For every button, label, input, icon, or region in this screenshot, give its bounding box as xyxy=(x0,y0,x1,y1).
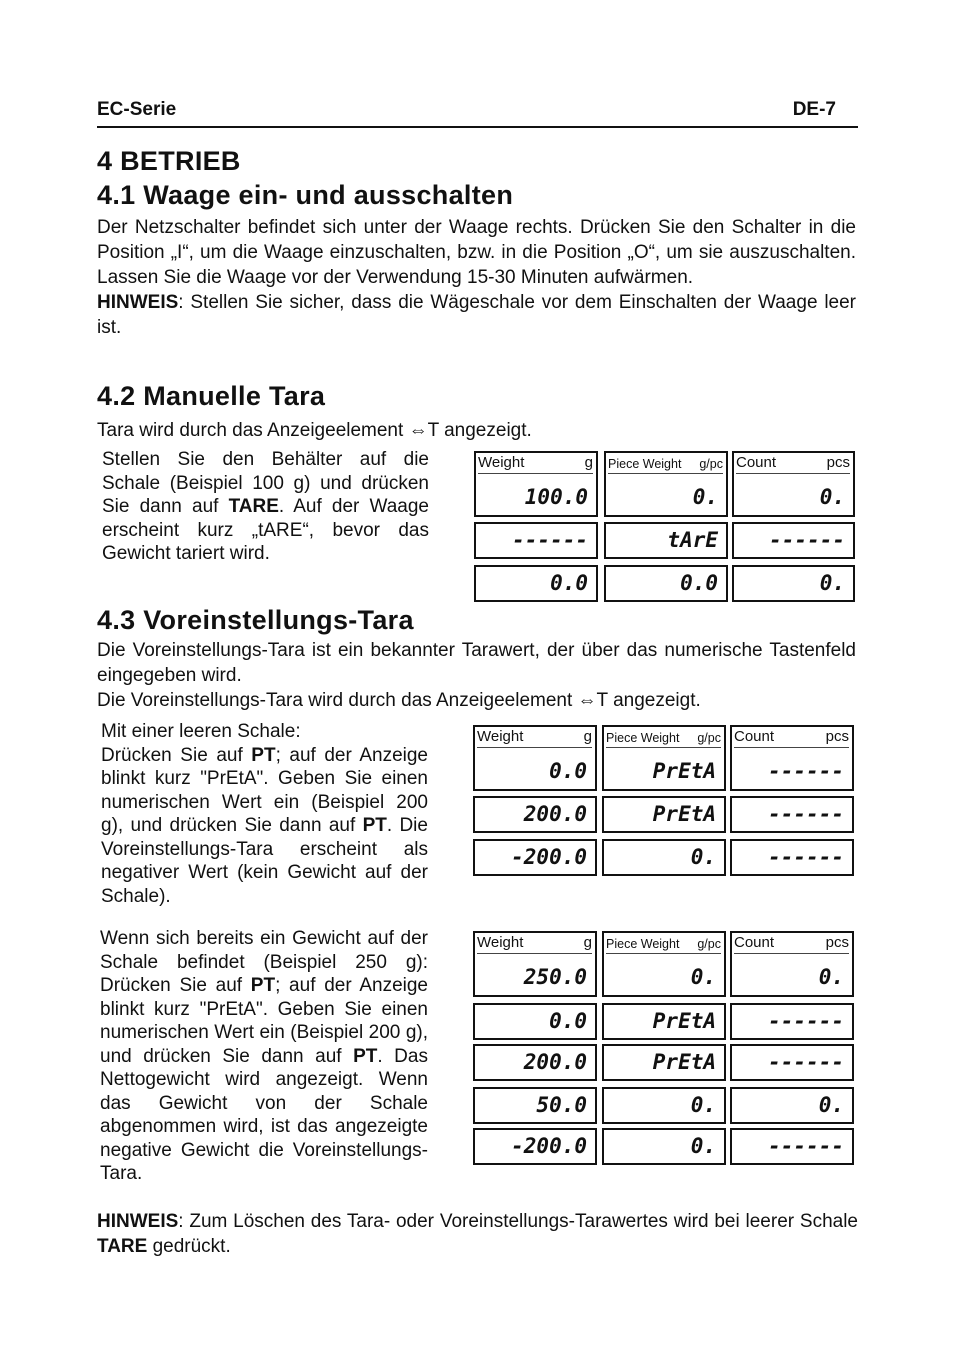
display-piece-r1: Piece Weight g/pc 0. xyxy=(604,451,728,517)
display-count-r4: 0. xyxy=(730,1087,854,1124)
display-piece-r2: tArE xyxy=(604,522,728,559)
section-4-2-title: 4.2 Manuelle Tara xyxy=(97,381,326,411)
display-piece-r5: 0. xyxy=(602,1128,726,1165)
display-weight-r2: 0.0 xyxy=(473,1003,597,1040)
display-weight-r1: Weight g 250.0 xyxy=(473,931,597,997)
display-count-r1: Count pcs 0. xyxy=(732,451,855,517)
tare-indicator-icon: ⇔T xyxy=(577,690,608,711)
display-weight-r3: 200.0 xyxy=(473,1044,597,1081)
header-rule xyxy=(97,126,858,128)
header-series: EC-Serie xyxy=(97,99,177,120)
header-page-number: DE-7 xyxy=(792,99,836,120)
tare-indicator-icon: ⇔T xyxy=(408,420,439,441)
display-count-r3: 0. xyxy=(732,565,855,602)
display-piece-r2: PrEtA xyxy=(602,796,726,833)
display-weight-r1: Weight g 0.0 xyxy=(473,725,597,791)
display-piece-r1: Piece Weight g/pc 0. xyxy=(602,931,726,997)
display-piece-r3: 0.0 xyxy=(604,565,728,602)
section-4-1-title: 4.1 Waage ein- und ausschalten xyxy=(97,180,514,210)
display-count-r1: Count pcs ------ xyxy=(730,725,854,791)
display-weight-r2: 200.0 xyxy=(473,796,597,833)
display-piece-r3: 0. xyxy=(602,839,726,876)
display-weight-r3: -200.0 xyxy=(473,839,597,876)
section-4-3-text: Die Voreinstellungs-Tara ist ein bekannter Tarawert, der über das numerische Tastenfeld eingegeben wird. Die Voreinstellungs-Tara wird durch das Anzeigeelement ⇔T angezeigt. xyxy=(97,640,856,711)
section-4-3-block-loaded: Wenn sich bereits ein Gewicht auf der Schale befindet (Beispiel 250 g): Drücken Sie auf PT; auf der Anzeige blinkt kurz "PrEtA". Geben Sie einen numerischen Wert ein (Beispiel 200 g), und drücken Sie dann auf PT. Das Nettogewicht wird angezeigt. Wenn das Gewicht von der Schale abgenommen wird, ist das angezeigte negative Gewicht die Voreinstellungs-Tara. xyxy=(100,928,428,1184)
display-count-r3: ------ xyxy=(730,1044,854,1081)
display-piece-r2: PrEtA xyxy=(602,1003,726,1040)
display-count-r2: ------ xyxy=(730,1003,854,1040)
display-count-r2: ------ xyxy=(732,522,855,559)
display-weight-r3: 0.0 xyxy=(474,565,598,602)
display-weight-r5: -200.0 xyxy=(473,1128,597,1165)
section-4-3-title: 4.3 Voreinstellungs-Tara xyxy=(97,605,414,635)
chapter-title: 4 BETRIEB xyxy=(97,146,241,176)
display-count-r3: ------ xyxy=(730,839,854,876)
display-count-r5: ------ xyxy=(730,1128,854,1165)
note-label: HINWEIS xyxy=(97,292,179,313)
display-weight-r2: ------ xyxy=(474,522,598,559)
display-piece-r4: 0. xyxy=(602,1087,726,1124)
display-count-r2: ------ xyxy=(730,796,854,833)
display-piece-r1: Piece Weight g/pc PrEtA xyxy=(602,725,726,791)
section-4-1-text: Der Netzschalter befindet sich unter der Waage rechts. Drücken Sie den Schalter in die Position „I“, um die Waage einzuschalten, bzw. in die Position „O“, um sie auszuschalten. Lassen Sie die Waage vor der Verwendung 15-30 Minuten aufwärmen. HINWEIS: Stellen Sie sicher, dass die Wägeschale vor dem Einschalten der Waage leer ist. xyxy=(97,217,856,338)
display-weight-r1: Weight g 100.0 xyxy=(474,451,598,517)
section-4-2-side-text: Stellen Sie den Behälter auf die Schale (Beispiel 100 g) und drücken Sie dann auf TARE. Auf der Waage erscheint kurz „tARE“, bevor das Gewicht tariert wird. xyxy=(102,449,429,564)
footer-note: HINWEIS: Zum Löschen des Tara- oder Voreinstellungs-Tarawertes wird bei leerer Schale TARE gedrückt. xyxy=(97,1211,858,1257)
section-4-3-block-empty: Mit einer leeren Schale: Drücken Sie auf PT; auf der Anzeige blinkt kurz "PrEtA". Geben Sie einen numerischen Wert ein (Beispiel 200 g), und drücken Sie dann auf PT. Die Voreinstellungs-Tara erscheint als negativer Wert (kein Gewicht auf der Schale). xyxy=(101,721,428,907)
display-piece-r3: PrEtA xyxy=(602,1044,726,1081)
section-4-2-intro: Tara wird durch das Anzeigeelement ⇔T angezeigt. xyxy=(97,420,532,441)
display-count-r1: Count pcs 0. xyxy=(730,931,854,997)
note-label: HINWEIS xyxy=(97,1211,179,1232)
display-weight-r4: 50.0 xyxy=(473,1087,597,1124)
